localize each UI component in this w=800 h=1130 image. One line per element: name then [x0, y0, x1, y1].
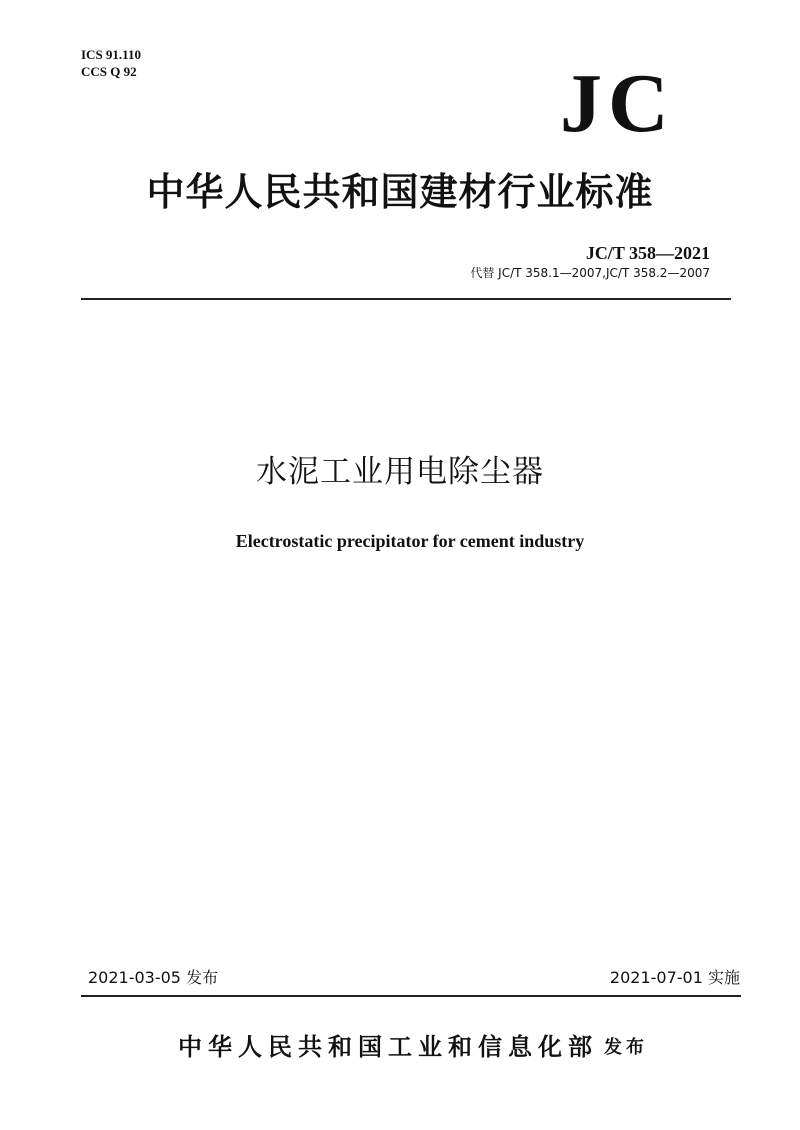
replaces-standards: 代替 JC/T 358.1—2007,JC/T 358.2—2007 [470, 266, 710, 280]
document-title-chinese: 水泥工业用电除尘器 [256, 454, 544, 490]
standard-code: JC/T 358—2021 [585, 243, 710, 263]
issue-date: 2021-03-05 发布 [88, 968, 219, 987]
top-divider [81, 298, 731, 300]
jc-logo: JC [560, 57, 675, 150]
ics-code: ICS 91.110 [81, 47, 141, 62]
document-title-english: Electrostatic precipitator for cement industry [235, 531, 585, 551]
implementation-date: 2021-07-01 实施 [609, 968, 740, 987]
publisher-name: 中华人民共和国工业和信息化部 [178, 1033, 598, 1061]
bottom-divider [81, 995, 741, 997]
publish-label: 发布 [604, 1037, 648, 1058]
classification-codes [81, 46, 141, 80]
ccs-code: CCS Q 92 [81, 64, 137, 79]
standard-org-title: 中华人民共和国建材行业标准 [146, 170, 654, 214]
